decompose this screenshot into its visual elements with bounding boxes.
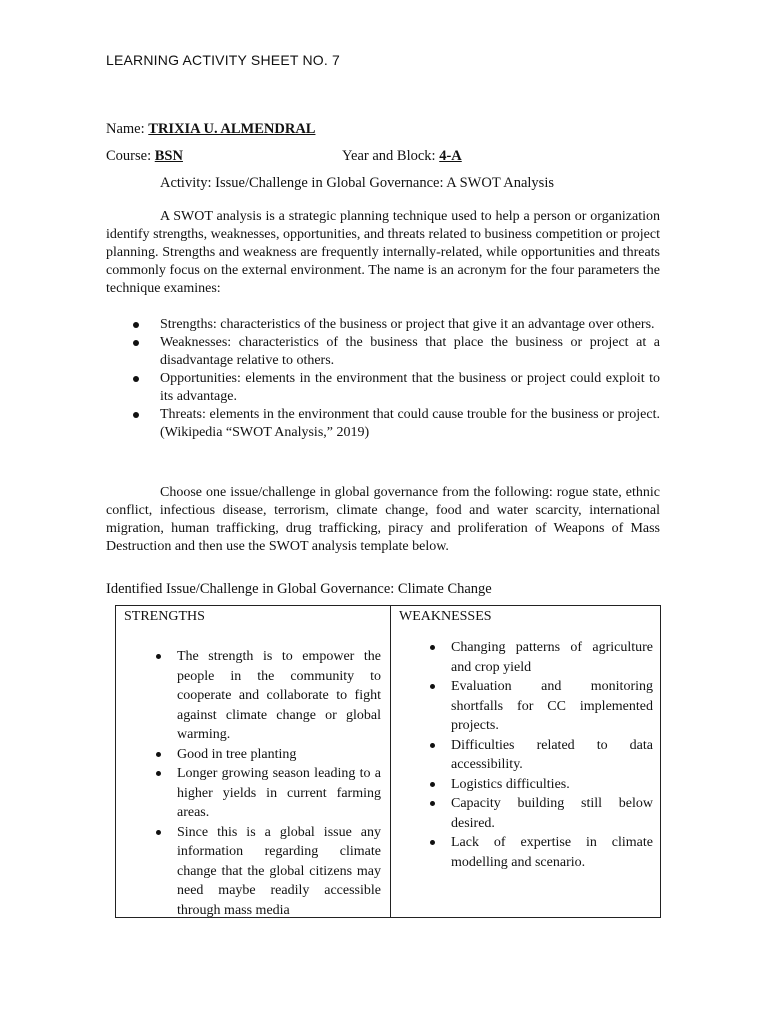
list-item: [130, 370, 660, 406]
definition-text: Strengths: characteristics of the business or project that give it an advantage over others.: [160, 317, 655, 332]
list-item: [130, 406, 660, 442]
bullet-icon: [156, 830, 161, 835]
list-item: [425, 677, 653, 736]
course-value: BSN: [154, 148, 183, 164]
list-item: [151, 764, 381, 823]
strengths-header: STRENGTHS: [124, 609, 205, 624]
strength-text: Good in tree planting: [177, 746, 297, 762]
bullet-icon: [156, 771, 161, 776]
bullet-icon: [133, 322, 139, 328]
definition-text: Threats: elements in the environment that could cause trouble for the business or project. (Wikipedia “SWOT Analysis,” 2019): [160, 407, 660, 440]
bullet-icon: [430, 840, 435, 845]
bullet-icon: [430, 801, 435, 806]
name-line: [106, 120, 315, 138]
definition-list: [130, 316, 660, 442]
intro-paragraph: A SWOT analysis is a strategic planning technique used to help a person or organization identify strengths, weaknesses, opportunities, and threats related to business competition or project planning. Strengths and weakness are frequently internally-related, while opportunities and threats commonly focus on the external environment. The name is an acronym for the four parameters the technique examines:: [106, 209, 660, 296]
list-item: [151, 823, 381, 921]
list-item: [425, 775, 653, 795]
strength-text: Since this is a global issue any information regarding climate change that the global citizens may need maybe readily accessible through mass media: [177, 824, 381, 918]
list-item: [425, 833, 653, 872]
bullet-icon: [430, 782, 435, 787]
list-item: [425, 736, 653, 775]
bullet-icon: [133, 412, 139, 418]
identified-issue: Identified Issue/Challenge in Global Governance: Climate Change: [106, 581, 492, 597]
bullet-icon: [133, 376, 139, 382]
bullet-icon: [156, 654, 161, 659]
weakness-text: Logistics difficulties.: [451, 776, 570, 792]
weakness-text: Capacity building still below desired.: [451, 796, 653, 831]
activity-title: Activity: Issue/Challenge in Global Governance: A SWOT Analysis: [160, 175, 554, 191]
name-value: TRIXIA U. ALMENDRAL: [148, 121, 316, 137]
weakness-text: Lack of expertise in climate modelling and scenario.: [451, 835, 653, 870]
sheet-title: LEARNING ACTIVITY SHEET NO. 7: [106, 52, 341, 68]
bullet-icon: [430, 645, 435, 650]
swot-table: [115, 605, 661, 918]
definition-text: Opportunities: elements in the environment that the business or project could exploit to its advantage.: [160, 371, 660, 404]
bullet-icon: [156, 752, 161, 757]
column-divider: [390, 606, 391, 917]
strengths-list: [151, 647, 381, 920]
list-item: [130, 316, 660, 334]
strength-text: The strength is to empower the people in the community to cooperate and collaborate to fight against climate change or global warming.: [177, 649, 381, 742]
year-label: Year and Block:: [342, 148, 436, 164]
year-value: 4-A: [439, 148, 462, 164]
weakness-text: Difficulties related to data accessibility.: [451, 737, 653, 772]
weaknesses-list: [425, 638, 653, 872]
year-block-line: [342, 147, 462, 165]
course-label: Course:: [106, 148, 152, 164]
list-item: [130, 334, 660, 370]
list-item: [425, 638, 653, 677]
bullet-icon: [430, 743, 435, 748]
bullet-icon: [133, 340, 139, 346]
weakness-text: Changing patterns of agriculture and crop yield: [451, 640, 653, 675]
list-item: [151, 745, 381, 765]
bullet-icon: [430, 684, 435, 689]
instruction-paragraph: Choose one issue/challenge in global governance from the following: rogue state, ethnic conflict, infectious disease, terrorism, climate change, food and water scarcity, international migration, human trafficking, drug trafficking, piracy and proliferation of Weapons of Mass Destruction and then use the SWOT analysis template below.: [106, 485, 660, 554]
course-line: [106, 147, 183, 165]
list-item: [425, 794, 653, 833]
name-label: Name:: [106, 121, 145, 137]
definition-text: Weaknesses: characteristics of the business that place the business or project at a disadvantage relative to others.: [160, 335, 660, 368]
weaknesses-header: WEAKNESSES: [399, 609, 492, 624]
strength-text: Longer growing season leading to a higher yields in current farming areas.: [177, 766, 381, 820]
list-item: [151, 647, 381, 745]
weakness-text: Evaluation and monitoring shortfalls for CC implemented projects.: [451, 679, 653, 733]
